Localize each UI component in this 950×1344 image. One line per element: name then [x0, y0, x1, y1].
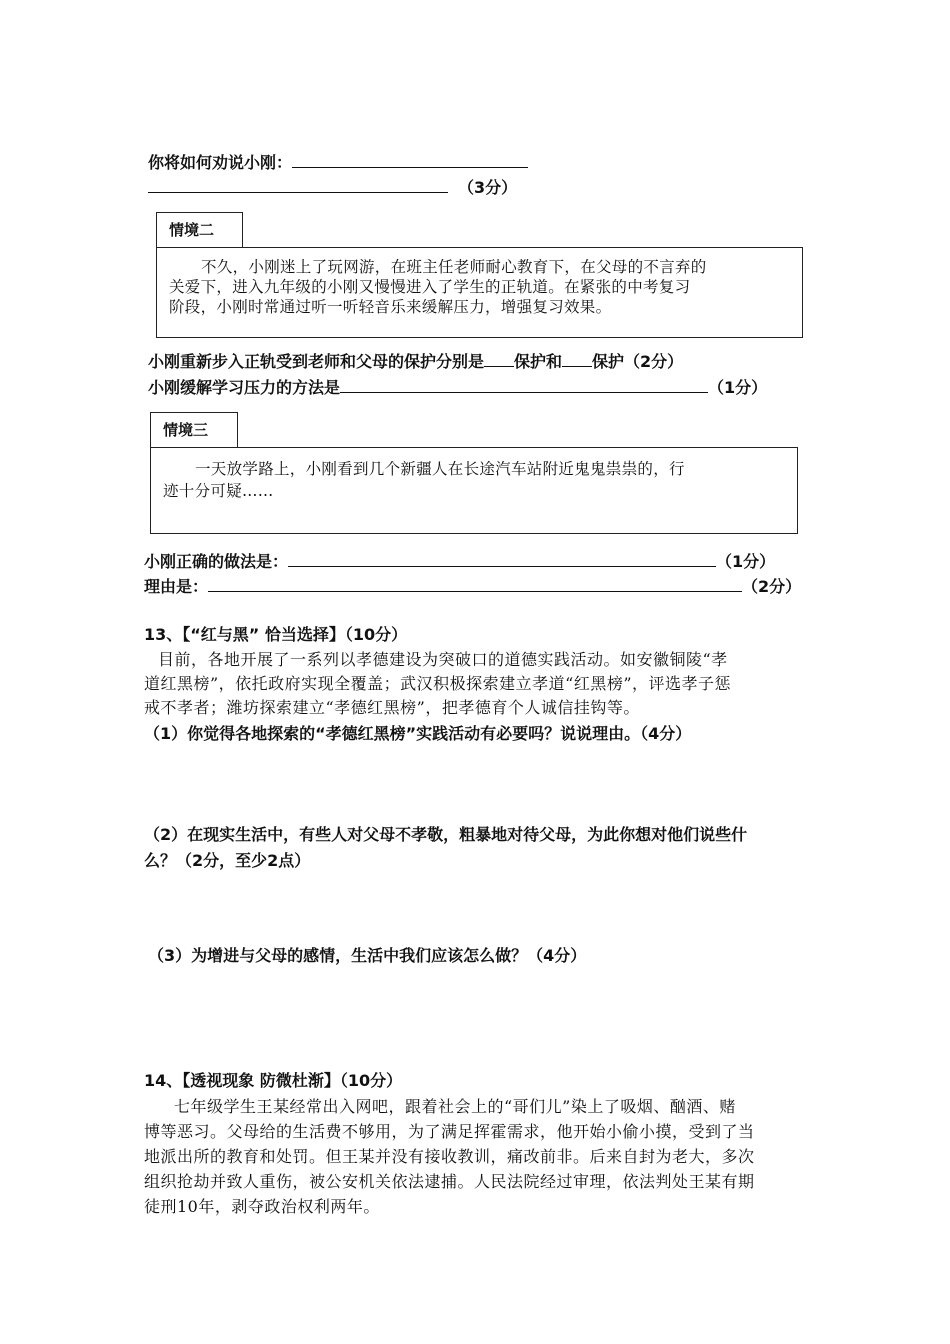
text-line: 阶段，小刚时常通过听一听轻音乐来缓解压力，增强复习效果。: [169, 298, 612, 316]
text-line: 地派出所的教育和处罚。但王某并没有接收教训，痛改前非。后来自封为老大，多次: [144, 1147, 755, 1166]
scene2-q2: [148, 376, 767, 399]
q13-sub2: [144, 822, 747, 874]
scene2-tag: 情境二: [156, 212, 243, 248]
scene3-q2: [144, 575, 801, 598]
text-line: 戒不孝者；潍坊探索建立“孝德红黑榜”，把孝德育个人诚信挂钩等。: [144, 698, 640, 717]
text-line: 道红黑榜”，依托政府实现全覆盖；武汉积极探索建立孝道“红黑榜”，评选孝子惩: [144, 674, 732, 693]
score-label: （2分）: [742, 577, 802, 596]
scene2-q1: [148, 350, 683, 373]
text-line: 关爱下，进入九年级的小刚又慢慢进入了学生的正轨道。在紧张的中考复习: [169, 278, 691, 296]
scene3-box: [150, 447, 798, 534]
q14-heading: 14、【透视现象 防微杜渐】（10分）: [144, 1071, 403, 1090]
question-text: 保护和: [514, 352, 563, 371]
answer-blank[interactable]: [484, 350, 514, 367]
question-text: 保护（2分）: [592, 352, 684, 371]
scene1-question: [148, 151, 528, 174]
q14-paragraph: [144, 1094, 819, 1219]
answer-blank[interactable]: [288, 550, 716, 567]
scene1-answer-line: [148, 176, 517, 199]
question-text: 小刚重新步入正轨受到老师和父母的保护分别是: [148, 352, 485, 371]
question-text: 小刚缓解学习压力的方法是: [148, 378, 341, 397]
q13-paragraph: [144, 648, 814, 720]
scene2-box: [156, 247, 803, 338]
scene3-q1: [144, 550, 775, 573]
text-line: 七年级学生王某经常出入网吧，跟着社会上的“哥们儿”染上了吸烟、酗酒、赌: [174, 1097, 736, 1116]
scene2-text: [169, 257, 707, 317]
q13-sub1: （1）你觉得各地探索的“孝德红黑榜”实践活动有必要吗？说说理由。（4分）: [144, 724, 692, 743]
q13-sub3: （3）为增进与父母的感情，生活中我们应该怎么做？（4分）: [148, 946, 587, 965]
text-line: 博等恶习。父母给的生活费不够用，为了满足挥霍需求，他开始小偷小摸，受到了当: [144, 1122, 755, 1141]
scene3-text: [163, 458, 685, 502]
text-line: 目前，各地开展了一系列以孝德建设为突破口的道德实践活动。如安徽铜陵“孝: [158, 650, 728, 669]
text-line: 不久，小刚迷上了玩网游，在班主任老师耐心教育下，在父母的不言弃的: [201, 258, 707, 276]
text-line: 组织抢劫并致人重伤，被公安机关依法逮捕。人民法院经过审理，依法判处王某有期: [144, 1172, 755, 1191]
score-label: （1分）: [708, 378, 768, 397]
answer-blank[interactable]: [292, 151, 528, 168]
question-text: 小刚正确的做法是：: [144, 552, 289, 571]
scene3-tag: 情境三: [150, 412, 238, 448]
text-line: 么？（2分，至少2点）: [144, 851, 311, 870]
text-line: 一天放学路上，小刚看到几个新疆人在长途汽车站附近鬼鬼祟祟的，行: [195, 460, 685, 478]
score-label: （3分）: [458, 178, 518, 197]
answer-blank[interactable]: [148, 176, 448, 193]
answer-blank[interactable]: [208, 575, 742, 592]
text-line: 徒刑10年，剥夺政治权利两年。: [144, 1197, 380, 1216]
score-label: （1分）: [716, 552, 776, 571]
answer-blank[interactable]: [340, 376, 708, 393]
text-line: 迹十分可疑……: [163, 482, 274, 500]
question-text: 理由是：: [144, 577, 209, 596]
answer-blank[interactable]: [562, 350, 592, 367]
scene1-prompt: 你将如何劝说小刚：: [148, 153, 293, 172]
q13-heading: 13、【“红与黑” 恰当选择】（10分）: [144, 625, 408, 644]
text-line: （2）在现实生活中，有些人对父母不孝敬，粗暴地对待父母，为此你想对他们说些什: [144, 825, 748, 844]
